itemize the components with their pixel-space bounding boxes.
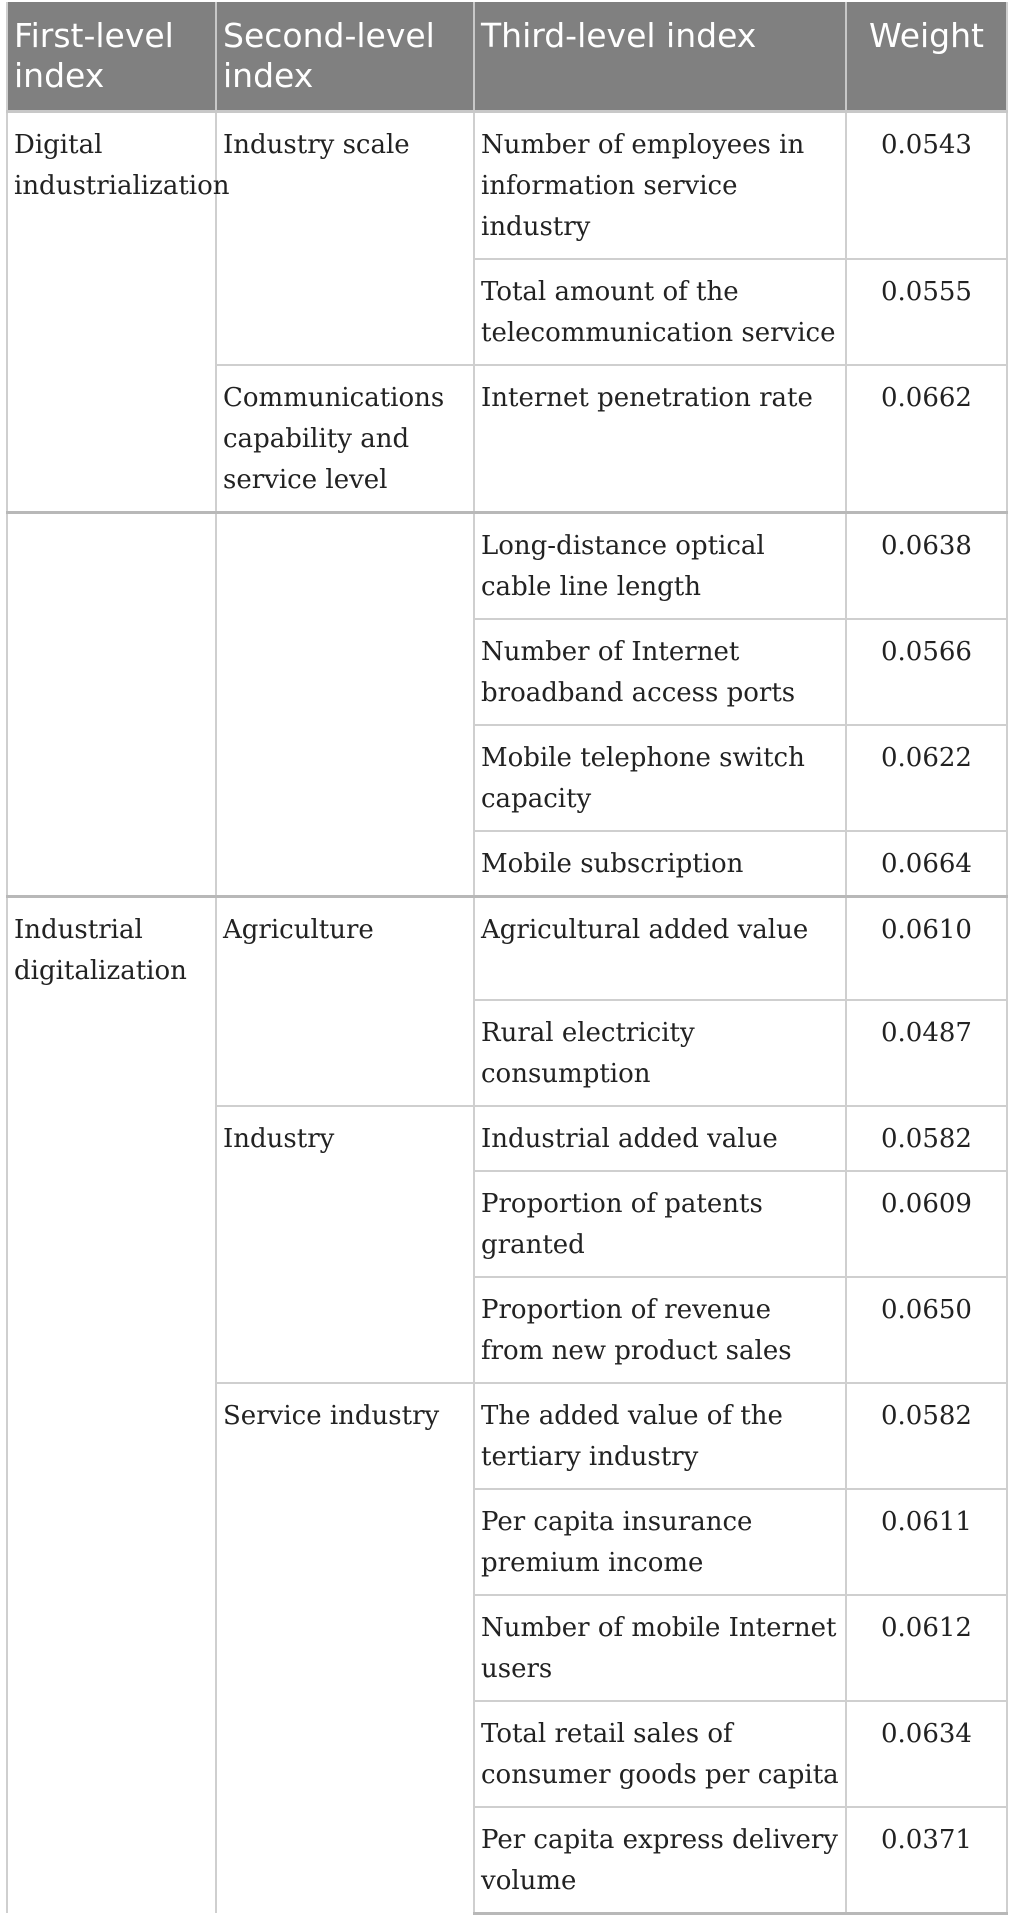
table-row <box>7 112 1007 260</box>
third-level-cell: Number of employees in information service industry <box>474 112 846 260</box>
weight-cell: 0.0543 <box>881 130 972 160</box>
third-level-cell: Per capita express delivery volume <box>474 1807 846 1914</box>
header-first-level: First-level index <box>7 2 216 112</box>
weight-cell: 0.0487 <box>846 1000 1007 1106</box>
third-level-cell: Total retail sales of consumer goods per capita <box>474 1701 846 1807</box>
second-level-cell <box>216 513 474 897</box>
weight-cell: 0.0555 <box>846 259 1007 365</box>
first-level-cell: Digital industrialization <box>7 112 216 513</box>
weight-cell: 0.0612 <box>846 1595 1007 1701</box>
table-row <box>7 513 1007 620</box>
weight-cell: 0.0582 <box>846 1106 1007 1171</box>
weight-cell: 0.0610 <box>846 897 1007 1000</box>
weight-cell: 0.0638 <box>846 513 1007 620</box>
weight-cell: 0.0371 <box>846 1807 1007 1914</box>
table-header <box>7 2 1007 112</box>
header-second-level: Second-level index <box>216 2 474 112</box>
index-weights-table <box>6 2 1008 1915</box>
third-level-cell: Mobile subscription <box>474 831 846 897</box>
header-third-level: Third-level index <box>474 2 846 112</box>
second-level-cell: Service industry <box>216 1383 474 1914</box>
third-level-cell: Long-distance optical cable line length <box>474 513 846 620</box>
weight-cell: 0.0664 <box>846 831 1007 897</box>
third-level-cell: The added value of the tertiary industry <box>474 1383 846 1489</box>
header-row <box>7 2 1007 112</box>
weight-cell: 0.0650 <box>846 1277 1007 1383</box>
third-level-cell: Internet penetration rate <box>474 365 846 513</box>
third-level-cell: Total amount of the telecommunication service <box>474 259 846 365</box>
third-level-cell: Number of Internet broadband access ports <box>474 619 846 725</box>
second-level-cell: Industry scale <box>216 112 474 366</box>
weight-cell: 0.0622 <box>846 725 1007 831</box>
second-level-cell: Industry <box>216 1106 474 1383</box>
table-body <box>7 112 1007 1914</box>
second-level-cell: Communications capability and service level <box>216 365 474 513</box>
third-level-cell: Agricultural added value <box>474 897 846 1000</box>
third-level-cell: Proportion of revenue from new product sales <box>474 1277 846 1383</box>
table-row <box>7 897 1007 1000</box>
third-level-cell: Rural electricity consumption <box>474 1000 846 1106</box>
header-weight: Weight <box>846 2 1007 112</box>
third-level-cell: Number of mobile Internet users <box>474 1595 846 1701</box>
second-level-cell: Agriculture <box>216 897 474 1106</box>
weight-cell: 0.0662 <box>846 365 1007 513</box>
third-level-cell: Industrial added value <box>474 1106 846 1171</box>
weight-cell: 0.0582 <box>846 1383 1007 1489</box>
third-level-cell: Per capita insurance premium income <box>474 1489 846 1595</box>
first-level-cell: Industrial digitalization <box>7 897 216 1914</box>
weight-cell: 0.0634 <box>846 1701 1007 1807</box>
third-level-cell: Proportion of patents granted <box>474 1171 846 1277</box>
weights-table-container <box>6 2 1006 1915</box>
weight-cell: 0.0609 <box>846 1171 1007 1277</box>
weight-cell: 0.0566 <box>846 619 1007 725</box>
third-level-cell: Mobile telephone switch capacity <box>474 725 846 831</box>
first-level-cell <box>7 513 216 897</box>
weight-cell: 0.0611 <box>846 1489 1007 1595</box>
